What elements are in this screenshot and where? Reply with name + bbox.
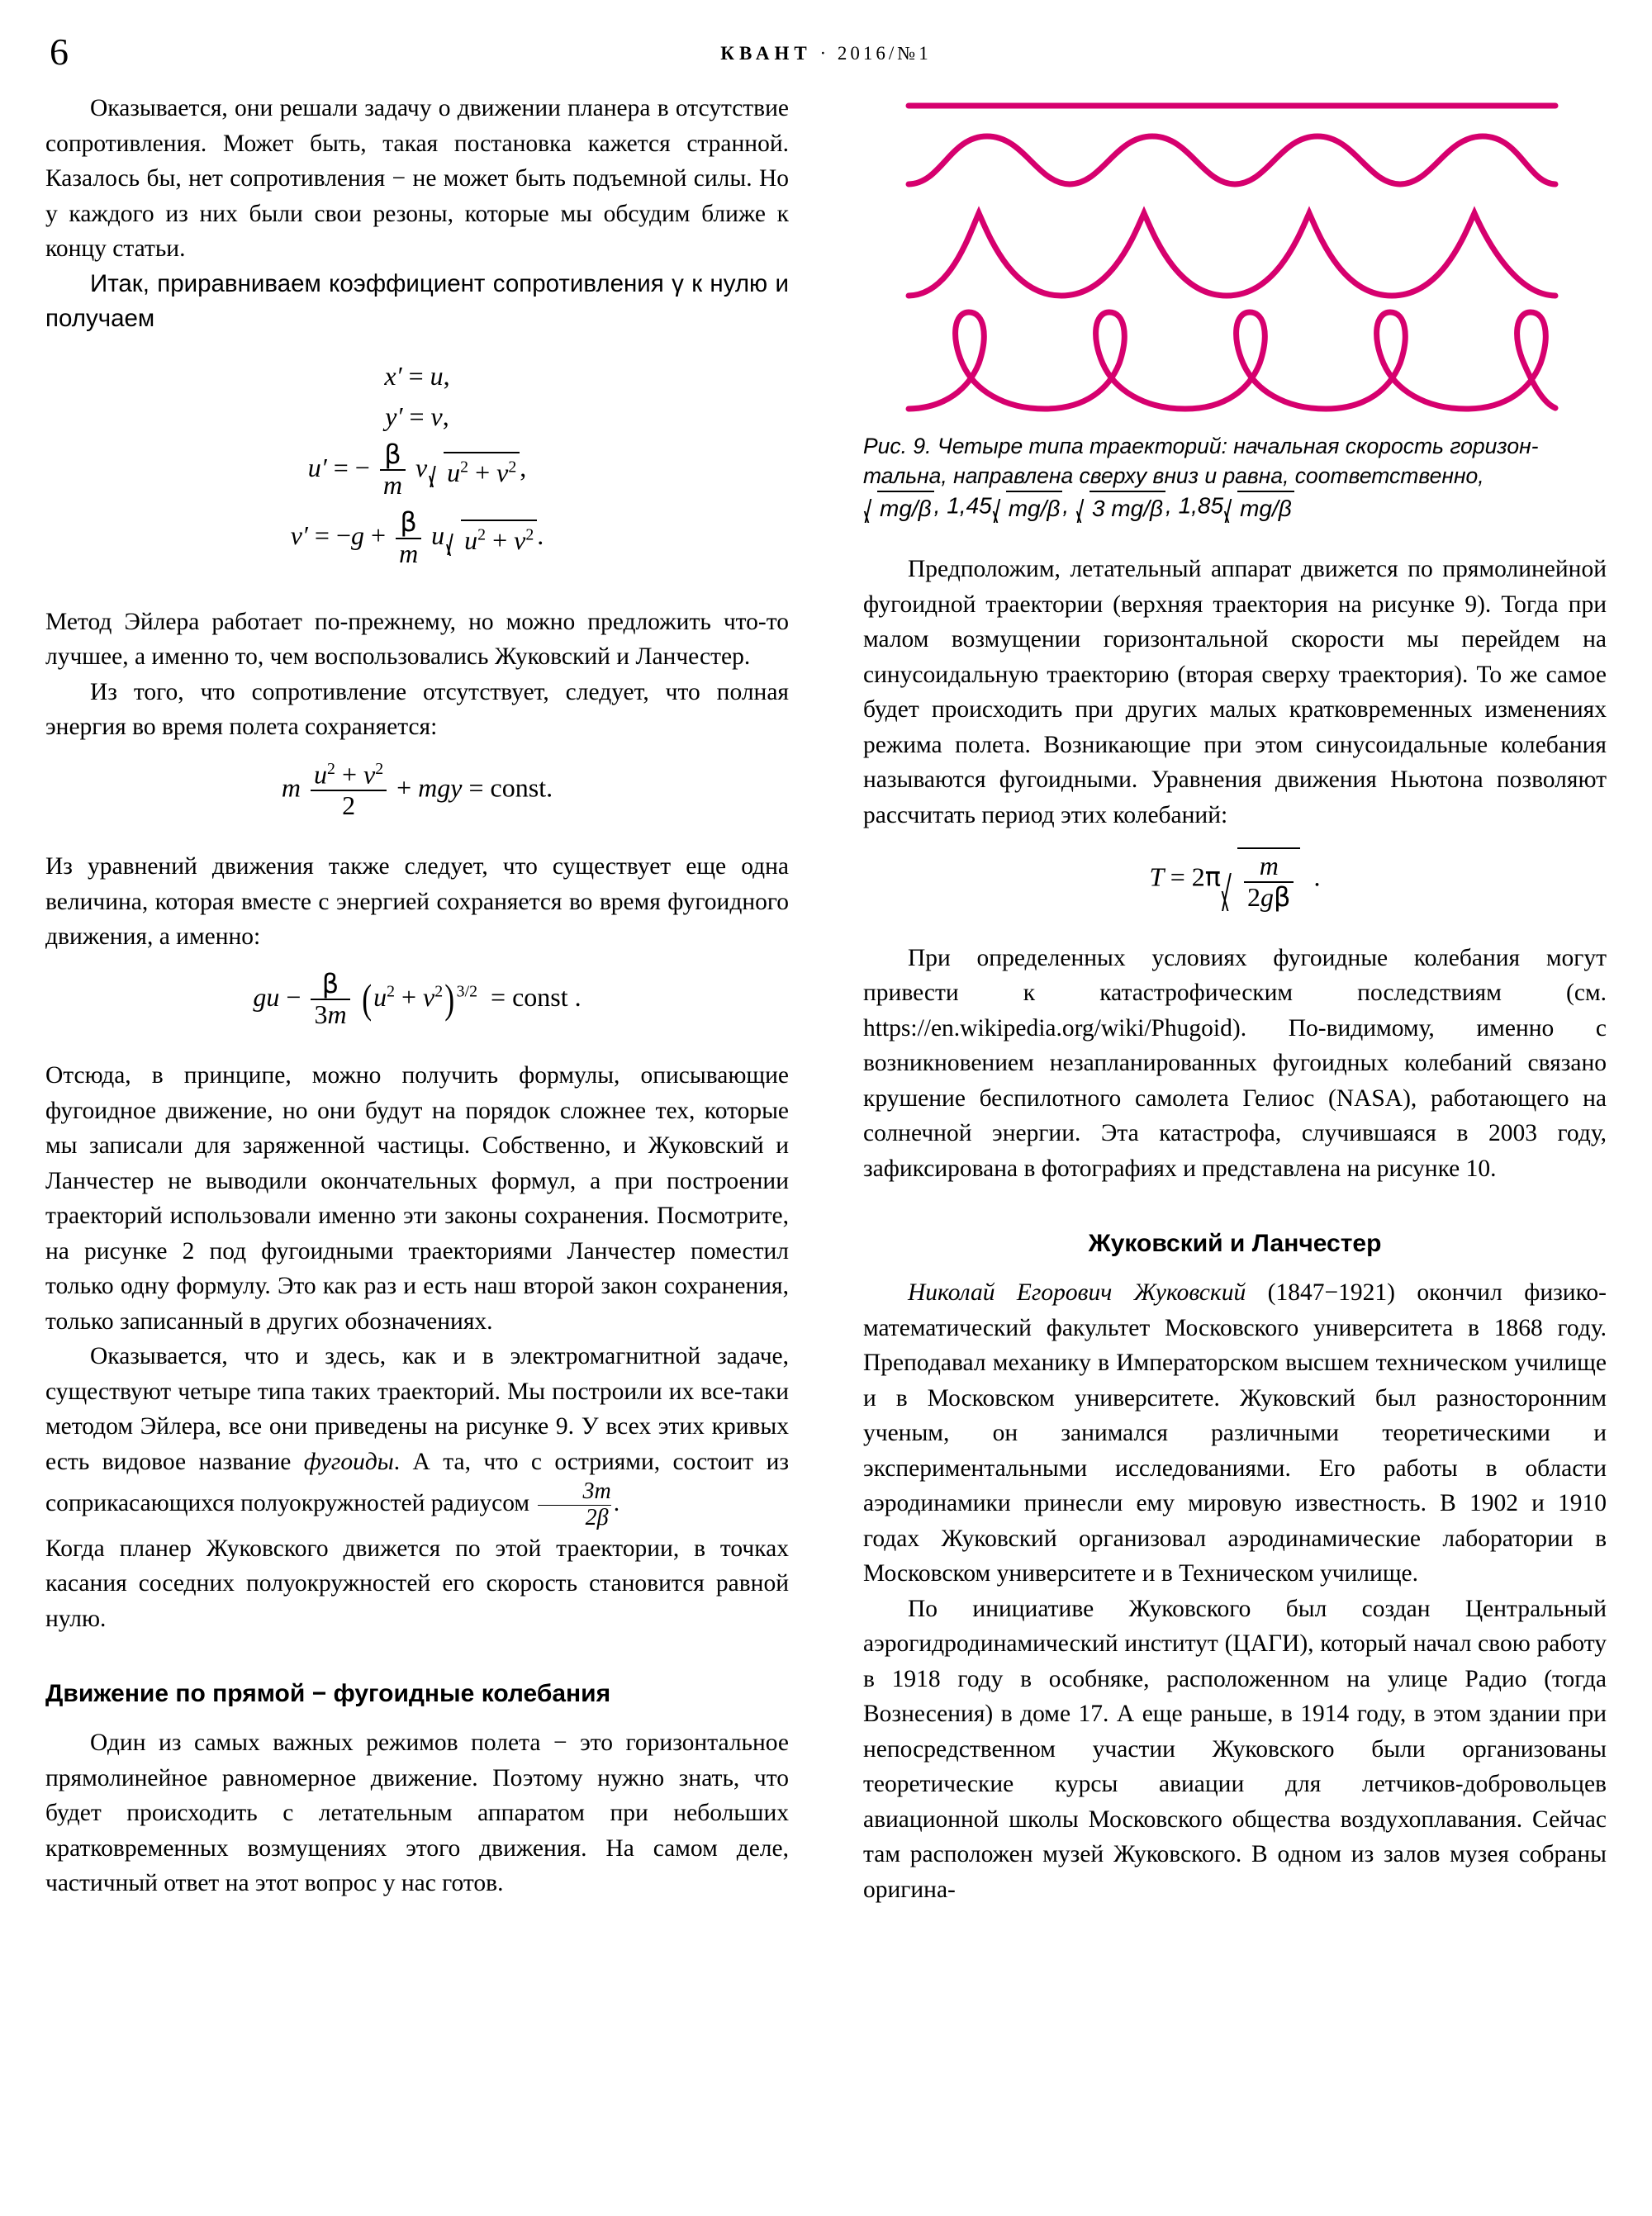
equation-x-prime: x′ = u, (384, 360, 450, 391)
sqrt-mg-over-beta-4 (1223, 491, 1294, 524)
sep-1: , (933, 492, 941, 519)
paragraph-helios-crash: При определенных условиях фугоидные колебания могут привести к катастрофическим последствиям (см. https://en.wikipedia.org/wiki/Phugoid). По-видимому, именно с возникновением незапланированных фугоидных колебаний связано крушение беспилотного самолета Гелиос (NASA), работающего на солнечной энергии. Эта катастрофа, случившаяся в 2003 году, зафиксирована в фотографиях и представлена на рисунке 10. (863, 944, 1607, 1182)
paragraph-horizontal-flight: Один из самых важных режимов полета − это горизонтальное прямолинейное равномерное движение. Поэтому нужно знать, что будет происходить с летательным аппаратом при небольших кратковременных возмущениях этого движения. На самом деле, частичный ответ на этот вопрос у нас готов. (45, 1730, 789, 1897)
sep-3: , (1165, 492, 1172, 519)
page-number: 6 (50, 31, 69, 73)
figure-9-caption (863, 431, 1607, 524)
journal-masthead (720, 43, 931, 64)
text-fragment-b: к нулю и получаем (45, 269, 789, 332)
paragraph-second-invariant: Из уравнений движения также следует, что существует еще одна величина, которая вместе с энергией сохраняется во время фугоидного движения, а именно: (45, 853, 789, 951)
paragraph-phugoid-oscillations: Предположим, летательный аппарат движется по прямолинейной фугоидной траектории (верхняя траектория на рисунке 9). Тогда при малом возмущении горизонтальной скорости мы перейдем на синусоидальную траекторию (вторая сверху траектория). То же самое будет происходить при других малых кратковременных изменениях режима полета. Возникающие при этом синусоидальные колебания называются фугоидными. Уравнения движения Ньютона позволяют рассчитать период этих колебаний: (863, 556, 1607, 828)
sqrt-m-over-2gbeta (1221, 847, 1300, 913)
text-fragment-a: Итак, приравниваем коэффициент сопротивления (90, 269, 664, 297)
running-head (50, 33, 1602, 74)
journal-title: КВАНТ (720, 43, 812, 64)
figure-9 (863, 91, 1607, 524)
sqrt-u2-plus-v2-2: $u^2 + v^2$ (444, 520, 537, 557)
right-column (863, 91, 1607, 1907)
two-column-body (45, 91, 1607, 2189)
paragraph-zhukovsky-bio (863, 1275, 1607, 1592)
coefficient-4: 1,85 (1178, 492, 1224, 519)
fraction-beta-over-m: $\frac{\beta}{m}$ (380, 440, 406, 501)
text-fragment-c: . (613, 1490, 620, 1517)
paragraph-four-trajectory-types (45, 1339, 789, 1531)
radicand-4: mg/β (1237, 491, 1294, 524)
curve-cycloid-cusps (909, 213, 1555, 296)
curve-sinusoid (909, 136, 1555, 184)
sep-2: , (1062, 492, 1070, 519)
text-fragment-b: . А та, что с остриями, состоит из соприкасающихся полуокружностей радиусом (45, 1448, 790, 1517)
fraction-beta-over-m-2: $\frac{\beta}{m}$ (396, 508, 421, 569)
paragraph-tsagi-institute: По инициативе Жуковского был создан Центральный аэрогидродинамический институт (ЦАГИ), который начал свою работу в 1918 году в особняке, расположенном на улице Радио (тогда Вознесения) в доме 17. А еще раньше, в 1914 году, в этом здании при непосредственном участии Жуковского были организованы теоретические курсы авиации для летчиков-добровольцев авиационной школы Московского общества воздухоплавания. Сейчас там расположен музей Жуковского. В одном из залов музея собраны оригина- (863, 1595, 1607, 1903)
paragraph-set-gamma-zero (45, 267, 789, 337)
person-name-zhukovsky: Николай Егорович Жуковский (908, 1279, 1246, 1307)
radicand-1: mg/β (877, 491, 934, 524)
coefficient-2: 1,45 (947, 492, 992, 519)
caption-line-1: Рис. 9. Четыре типа траекторий: начальная скорость горизон- (863, 434, 1539, 458)
bio-text: (1847−1921) окончил физико-математический факультет Московского университета в 1868 году. Преподавал механику в Императорском высшем техническом училище и в Московском университете. Жуковский был разносторонним ученым, он занимался различными теоретическими и экспериментальными исследованиями. Его работы в области аэродинамики принесли ему мировую известность. В 1902 и 1910 годах Жуковский организовал аэродинамические лаборатории в Московском университете и в Техническом училище. (863, 1279, 1607, 1587)
radicand-2: mg/β (1006, 491, 1063, 524)
paren-close: ) (444, 976, 455, 1023)
term-phugoids: фугоиды (303, 1448, 394, 1475)
fraction-beta-over-3m: $\frac{\beta}{3m}$ (311, 970, 349, 1031)
journal-separator: · (819, 43, 830, 64)
radicand-3: 3 mg/β (1089, 491, 1165, 524)
fraction-numerator: 3m (582, 1478, 611, 1505)
caption-line-2: тальна, направлена сверху вниз и равна, соответственно, (863, 463, 1484, 488)
fraction-m-over-2gbeta: $\frac{m}{2g\beta}$ (1244, 852, 1294, 913)
section-heading-straight-motion: Движение по прямой − фугоидные колебания (45, 1680, 611, 1708)
equation-y-prime: y′ = v, (385, 401, 449, 431)
paragraph-energy-conserved: Из того, что сопротивление отсутствует, следует, что полная энергия во время полета сохраняется: (45, 678, 789, 741)
paren-open: ( (361, 976, 372, 1023)
caption-initial-speed-values (863, 491, 1607, 524)
equation-system-of-motion (45, 359, 789, 569)
equation-energy-conservation: m $\frac{u^2 + v^2}{2}$ + mgy = const. (281, 759, 553, 821)
sqrt-u2-plus-v2: $u^2 + v^2$ (427, 452, 520, 489)
text-fragment-a: Оказывается, что и здесь, как и в электромагнитной задаче, существуют четыре типа таких траекторий. Мы построили их все-таки методом Эйлера, все они приведены на рисунке 9. У всех этих кривых есть видовое название (45, 1343, 789, 1475)
section-heading-zhukovsky-lanchester: Жуковский и Ланчестер (1088, 1230, 1382, 1258)
equation-v-prime: v′ = −g + $\frac{\beta}{m}$ u $u^2 + v^2$ . (290, 506, 544, 568)
sqrt-mg-over-beta-2 (992, 491, 1063, 524)
fraction-denominator: 2β (538, 1505, 610, 1531)
paragraph-euler-method: Метод Эйлера работает по-прежнему, но можно предложить что-то лучшее, а именно то, чем воспользовались Жуковский и Ланчестер. (45, 608, 789, 671)
curve-prolate-cycloid-loops (909, 312, 1555, 409)
fraction-kinetic: $\frac{u^2 + v^2}{2}$ (311, 760, 387, 821)
equation-u-prime: u′ = − $\frac{\beta}{m}$ v $u^2 + v^2$ , (307, 438, 527, 501)
gamma-symbol: γ (672, 269, 684, 297)
sqrt-3mg-over-beta (1075, 491, 1165, 524)
equation-second-invariant: gu − $\frac{\beta}{3m}$ $(u^2 + v^2) ^{3/2}$ = const . (253, 967, 582, 1030)
left-column (45, 91, 789, 1901)
equation-phugoid-period: T = 2π $\frac{m}{2g\beta}$ . (863, 847, 1607, 913)
fraction-3m-over-2beta (538, 1479, 610, 1531)
journal-issue: 2016/№1 (837, 43, 932, 64)
sqrt-mg-over-beta-1 (863, 491, 934, 524)
paragraph-zero-speed-at-cusps: Когда планер Жуковского движется по этой траектории, в точках касания соседних полуокружностей его скорость становится равной нулю. (45, 1535, 789, 1632)
paragraph-formulas-too-complex: Отсюда, в принципе, можно получить формулы, описывающие фугоидное движение, но они будут на порядок сложнее тех, которые мы записали для заряженной частицы. Собственно, и Жуковский и Ланчестер не выводили окончательных формул, а при построении траекторий использовали именно эти законы сохранения. Посмотрите, на рисунке 2 под фугоидными траекториями Ланчестер поместил только одну формулу. Это как раз и есть наш второй закон сохранения, только записанный в других обозначениях. (45, 1062, 789, 1335)
paragraph-glider-no-drag: Оказывается, они решали задачу о движении планера в отсутствие сопротивления. Может быть, такая постановка кажется странной. Казалось бы, нет сопротивления − не может быть подъемной силы. Но у каждого из них были свои резоны, которые мы обсудим ближе к концу статьи. (45, 95, 789, 262)
trajectory-curves-svg (863, 91, 1607, 421)
